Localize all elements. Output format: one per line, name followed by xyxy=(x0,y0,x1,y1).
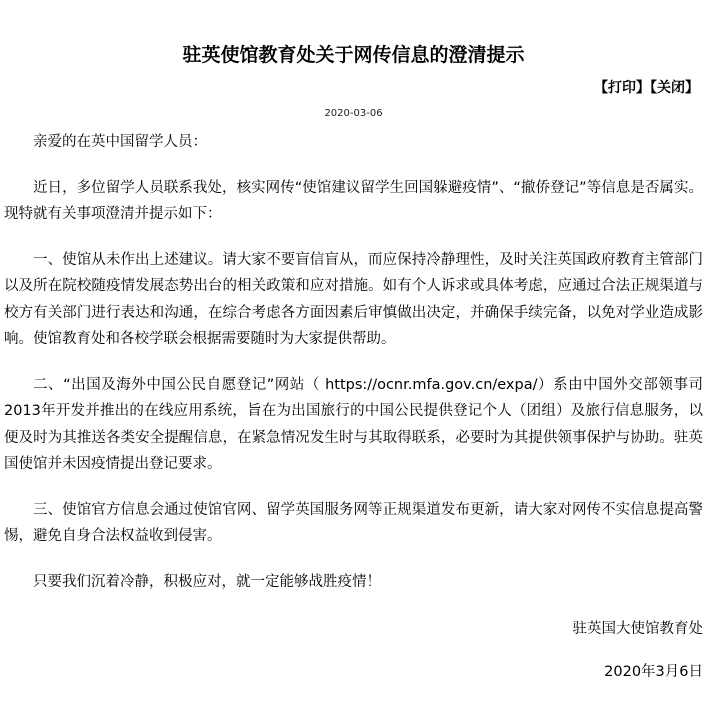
greeting-paragraph: 亲爱的在英中国留学人员： xyxy=(33,134,207,150)
body-paragraph: 一、使馆从未作出上述建议。请大家不要盲信盲从，而应保持冷静理性，及时关注英国政府教育主管部门以及所在院校随疫情发展态势出台的相关政策和应对措施。如有个人诉求或具体考虑，应通过合法正规渠道与校方有关部门进行表达和沟通，在综合考虑各方面因素后审慎做出决定，并确保手续完备，以免对学业造成影响。使馆教育处和各校学联会根据需要随时为大家提供帮助。 xyxy=(4,251,703,347)
body-paragraph: 近日，多位留学人员联系我处，核实网传“使馆建议留学生回国躲避疫情”、“撤侨登记”等信息是否属实。现特就有关事项澄清并提示如下： xyxy=(4,179,703,222)
body-paragraph: 二、“出国及海外中国公民自愿登记”网站（ https://ocnr.mfa.gov.cn/expa/）系由中国外交部领事司2013年开发并推出的在线应用系统，旨在为出国旅行的中国公民提供登记个人（团组）及旅行信息服务，以便及时为其推送各类安全提醒信息，在紧急情况发生时与其取得联系，必要时为其提供领事保护与协助。驻英国使馆并未因疫情提出登记要求。 xyxy=(4,376,703,472)
body-paragraph: 三、使馆官方信息会通过使馆官网、留学英国服务网等正规渠道发布更新，请大家对网传不实信息提高警惕，避免自身合法权益收到侵害。 xyxy=(4,501,703,544)
page-title: 驻英使馆教育处关于网传信息的澄清提示 xyxy=(182,44,525,66)
action-links xyxy=(594,79,699,97)
article-body xyxy=(4,129,703,614)
print-link[interactable]: 【打印】 xyxy=(594,80,650,96)
close-link[interactable]: 【关闭】 xyxy=(650,80,699,96)
signature: 驻英国大使馆教育处 xyxy=(572,621,703,637)
publish-date: 2020-03-06 xyxy=(324,108,383,119)
closing-paragraph: 只要我们沉着冷静，积极应对，就一定能够战胜疫情！ xyxy=(33,573,381,590)
signature-date: 2020年3月6日 xyxy=(604,664,703,680)
